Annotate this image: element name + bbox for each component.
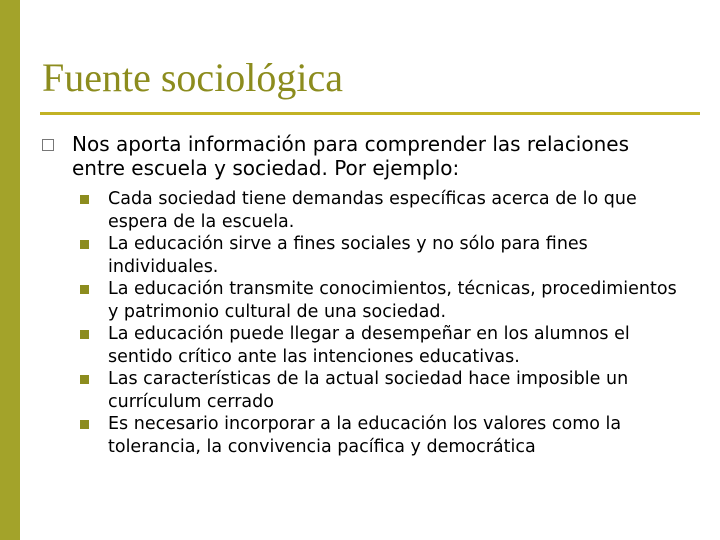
- sub-bullet-text: Cada sociedad tiene demandas específicas acerca de lo que espera de la escuela.: [108, 189, 637, 232]
- sub-bullet-item: [80, 368, 682, 413]
- left-accent-bar: [0, 0, 20, 540]
- slide-content: [42, 132, 682, 458]
- sub-bullet-item: [80, 233, 682, 278]
- sub-bullet-item: [80, 323, 682, 368]
- main-bullet-text: Nos aporta información para comprender las relaciones entre escuela y sociedad. Por ejemplo:: [72, 132, 630, 180]
- sub-bullet-text: Las características de la actual sociedad hace imposible un currículum cerrado: [108, 369, 629, 412]
- square-bullet-icon: [80, 240, 89, 249]
- title-underline: [40, 112, 700, 115]
- square-bullet-icon: [80, 375, 89, 384]
- square-bullet-icon: [80, 285, 89, 294]
- sub-bullet-item: [80, 188, 682, 233]
- sub-bullet-text: La educación puede llegar a desempeñar en los alumnos el sentido crítico ante las intenciones educativas.: [108, 324, 630, 367]
- sub-bullet-text: La educación sirve a fines sociales y no sólo para fines individuales.: [108, 234, 588, 277]
- main-bullet-item: [42, 132, 682, 180]
- sub-bullet-text: Es necesario incorporar a la educación los valores como la tolerancia, la convivencia pacífica y democrática: [108, 414, 622, 457]
- sub-bullet-text: La educación transmite conocimientos, técnicas, procedimientos y patrimonio cultural de una sociedad.: [108, 279, 677, 322]
- sub-bullet-item: [80, 413, 682, 458]
- hollow-square-bullet-icon: [42, 139, 54, 151]
- square-bullet-icon: [80, 330, 89, 339]
- sub-bullet-item: [80, 278, 682, 323]
- sub-bullet-list: [80, 188, 682, 458]
- slide-title: Fuente sociológica: [42, 55, 344, 100]
- square-bullet-icon: [80, 420, 89, 429]
- square-bullet-icon: [80, 195, 89, 204]
